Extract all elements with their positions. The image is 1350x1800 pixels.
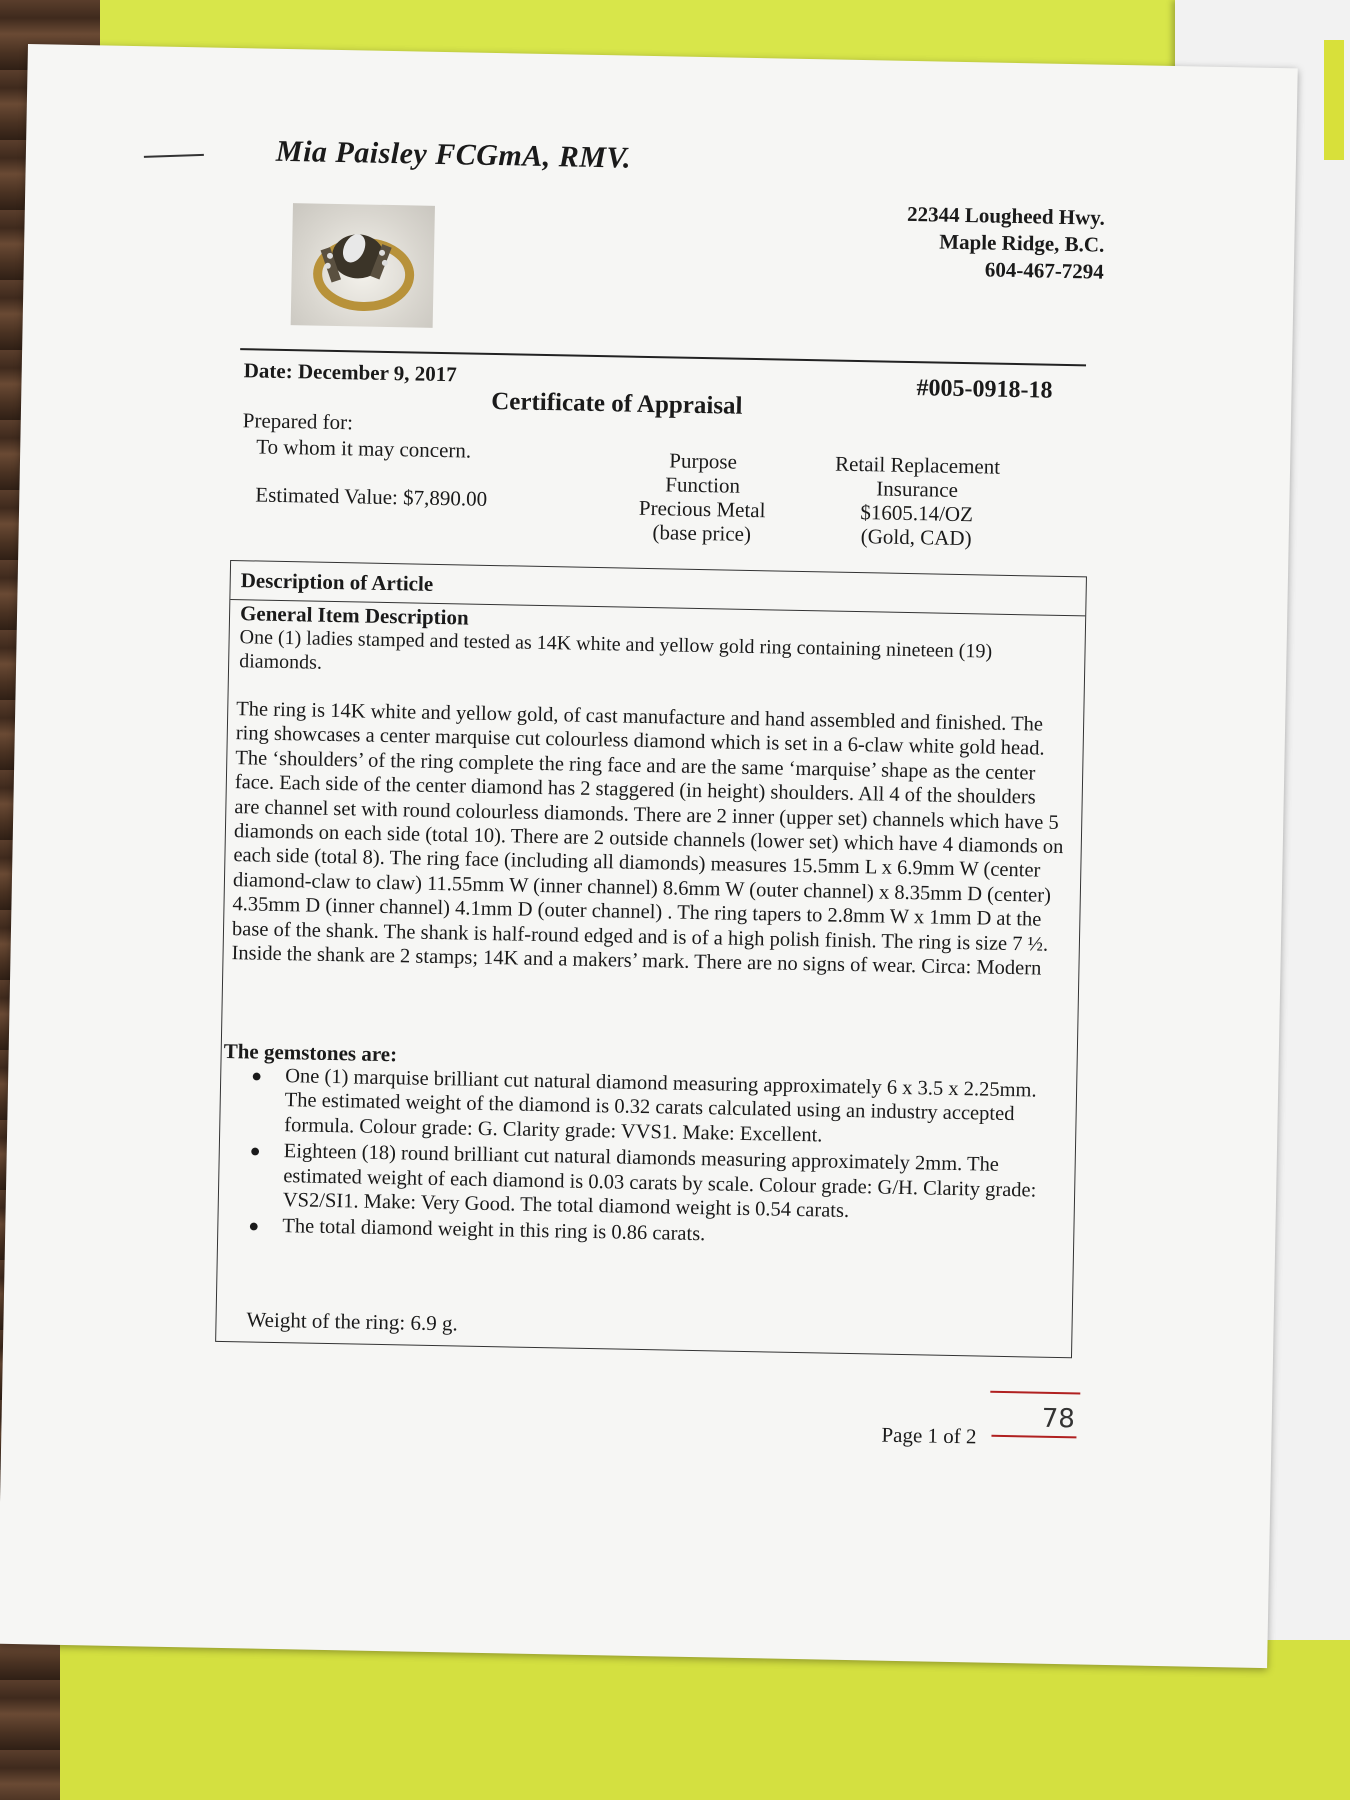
gemstones-list [248,1063,1051,1255]
page-number: Page 1 of 2 [881,1422,977,1449]
side-tab [1324,40,1344,160]
ring-photo [291,203,435,328]
general-description-text: One (1) ladies stamped and tested as 14K white and yellow gold ring containing nineteen (19) diamonds. [238,626,993,674]
gem-text: One (1) marquise brilliant cut natural diamond measuring approximately 6 x 3.5 x 2.25mm. The estimated weight of the diamond is 0.32 carats calculated using an industry accepted formula. Colour grade: G. Clarity grade: VVS1. Make: Excellent. [284,1065,1037,1147]
metal-label: Precious Metal [638,495,766,523]
gem-text: Eighteen (18) round brilliant cut natural diamonds measuring approximately 2mm. The estimated weight of each diamond is 0.03 carats by scale. Colour grade: G/H. Clarity grade: VS2/SI1. Make: Very Good. The total diamond weight is 0.54 carats. [282,1140,1037,1223]
purpose-label: Purpose [669,448,738,474]
currency-value: (Gold, CAD) [860,524,972,551]
prepared-for-value: To whom it may concern. [256,434,472,463]
general-description-heading: General Item Description [239,601,469,630]
bullet-icon: ● [251,1065,263,1086]
address-city: Maple Ridge, B.C. [939,229,1105,257]
estimated-value: Estimated Value: $7,890.00 [255,482,488,511]
function-value: Insurance [876,476,959,502]
details-values [818,451,1015,551]
stamp-underline [991,1435,1076,1439]
appraiser-address [906,201,1105,286]
stamp-number: 78 [1041,1403,1076,1435]
prepared-for-label: Prepared for: [242,408,354,435]
bullet-icon: ● [248,1215,260,1237]
description-box [215,560,1087,1358]
metal-price-value: $1605.14/OZ [860,500,974,527]
certificate-number: #005-0918-18 [916,375,1053,404]
stamp-top-line [990,1391,1080,1395]
appraisal-date: Date: December 9, 2017 [243,358,458,387]
pen-mark [144,154,204,158]
address-street: 22344 Lougheed Hwy. [906,201,1106,230]
purpose-value: Retail Replacement [834,451,1001,479]
ring-description-paragraph: The ring is 14K white and yellow gold, of cast manufacture and hand assembled and finished. The ring showcases a center marquise cut colourless diamond which is set in a 6-claw white gold head. The ‘shoulders’ of the ring complete the ring face and are the same ‘marquise’ shape as the center face. Each side of the center diamond has 2 staggered (in height) shoulders. All 4 of the shoulders are channel set with round colourless diamonds. There are 2 inner (upper set) channels which have 5 diamonds on each side (total 10). There are 2 outside channels (lower set) which have 4 diamonds on each side (total 8). The ring face (including all diamonds) measures 15.5mm L x 6.9mm W (center diamond-claw to claw) 11.55mm W (inner channel) 8.6mm W (outer channel) x 8.35mm D (center) 4.35mm D (inner channel) 4.1mm D (outer channel) . The ring tapers to 2.8mm W x 1mm D at the base of the shank. The shank is half-round edged and is of a high polish finish. The ring is size 7 ½. Inside the shank are 2 stamps; 14K and a makers’ mark. There are no signs of wear. Circa: Modern [231,698,1064,980]
details-labels [627,448,779,547]
list-item [249,1139,1050,1228]
gem-text: The total diamond weight in this ring is 0.86 carats. [282,1215,706,1246]
appraiser-name: Mia Paisley FCGmA, RMV. [275,134,632,175]
list-item [250,1063,1051,1152]
gemstones-heading: The gemstones are: [223,1038,398,1067]
function-label: Function [665,472,741,498]
ring-weight: Weight of the ring: 6.9 g. [246,1307,458,1336]
bullet-icon: ● [249,1140,261,1161]
base-price-label: (base price) [652,520,752,546]
description-title: Description of Article [240,568,434,596]
ring-icon [291,203,435,328]
appraisal-document [0,44,1298,1668]
address-phone: 604-467-7294 [984,257,1105,284]
document-title: Certificate of Appraisal [490,387,743,420]
